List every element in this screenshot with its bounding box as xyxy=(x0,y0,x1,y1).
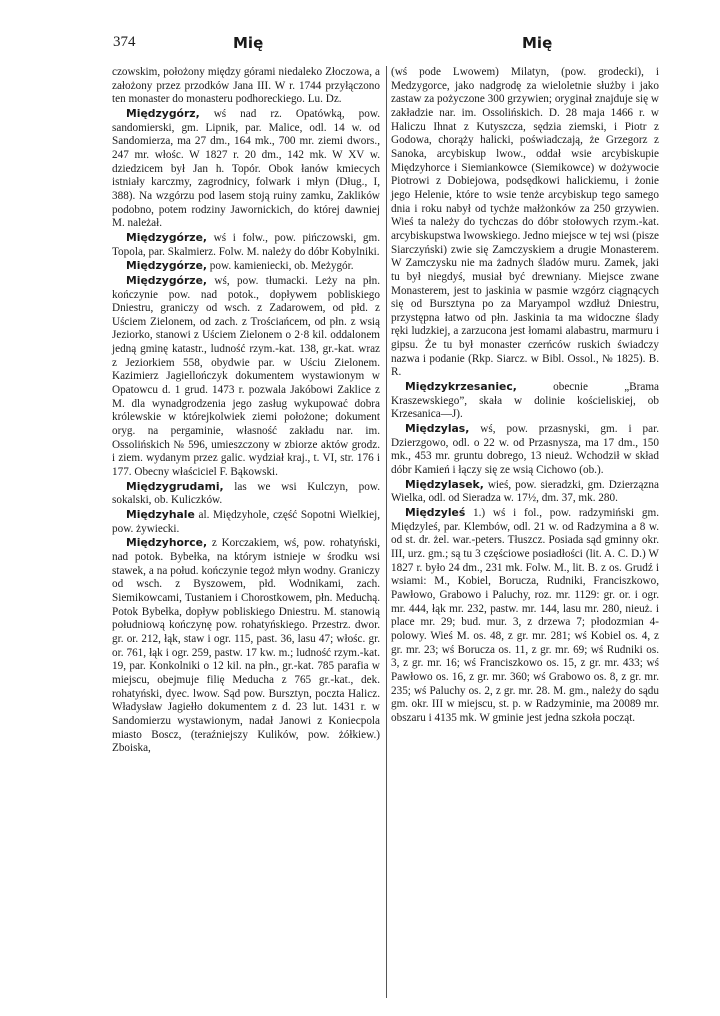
entry-headword: Międzylas, xyxy=(405,422,470,436)
entry-text: (wś pode Lwowem) Milatyn, (pow. grodecki), i Medzygorce, jako nadgrodę za wieloletnie służby i jako zastaw za pożyczone 300 grzywien; oryginał znajduje się w zakładzie nar. im. Ossolińskich. D. 28 maja 1466 r. w Haliczu Ihnat z Kutyszcza, sędzia ziemski, i Piotr z Godowa, chorąży halicki, poświadczają, że Grzegorz z Sanoka, arcybiskup lwow., oddał wsie arcybiskupie Międzyhorce i Siemiankowce (Siemikowce) w dożywocie Piotrowi z Dobiejowa, podsędkowi halickiemu, i żonie jego Helenie, które to wsie tenże arcybiskup tego samego dnia i roku nabył od tychże małżonków za 250 grzywien. Wieś ta należy do tychczas do dóbr stołowych rzym.-kat. arcybiskupstwa lwowskiego. Jedno miejsce w tej wsi (pisze Siarczyński) zwie się Zamczyskiem a drugie Monasterem. W Zamczysku nie ma żadnych śladów muru. Zamek, jaki tu był niegdyś, musiał być drewniany. Miejsce zwane Monasterem, jest to jaskinia w pasmie wzgórz ciągnących się od Bursztyna po za Maryampol wzdłuż Dniestru, przystępna łatwo od płn. Jaskinia ta ma widoczne ślady ręki ludzkiej, a zarzucona jest łomami alabastru, marmuru i gipsu. Że tu był monaster czerńców ruskich świadczy nazwa i podanie (Rkp. Siarcz. w Bibl. Ossol., № 1825). B. R. xyxy=(391,66,659,379)
running-head-left: Mię xyxy=(233,34,264,52)
entry-text: 1.) wś i fol., pow. radzymiński gm. Międzyleś, par. Klembów, odl. 21 w. od Radzymina a 8 w. od st. dr. żel. war.-peters. Tłuszcz. Posiada sąd gminny okr. III, urz. gm.; są tu 3 częściowe posiadłości (lit. A. C. D.) W 1827 r. było 24 dm., 231 mk. Folw. M., lit. B. z os. Grudź i wsiami: M., Kobiel, Borucza, Rudniki, Franciszkowo, Pawłowo, Grabowo i Paluchy, roz. mr. 1129: gr. or. i ogr. mr. 444, łąk mr. 232, pastw. mr. 144, lasu mr. 280, nieuż. i place mr. 29; bud. mur. 3, z drzewa 7; płodozmian 4-polowy. Wieś M. os. 48, z gr. mr. 281; wś Kobiel os. 4, z gr. mr. 23; wś Borucza os. 11, z gr. mr. 69; wś Rudniki os. 3, z gr. mr. 16; wś Franciszkowo os. 15, z gr. mr. 433; wś Pawłowo os. 16, z gr. mr. 360; wś Grabowo os. 8, z gr. mr. 235; wś Paluchy os. 2, z gr. mr. 28. M. gm., należy do sądu gm. okr. III w miejscu, st. p. w Radzyminie, ma 20089 mr. obszaru i 4135 mk. W gminie jest jedna szkoła począt. xyxy=(391,507,659,724)
dictionary-entry xyxy=(112,231,380,259)
dictionary-entry xyxy=(112,480,380,508)
running-head-right: Mię xyxy=(522,34,553,52)
entry-text: wś nad rz. Opatówką, pow. sandomierski, gm. Lipnik, par. Malice, odl. 14 w. od Sandomierza, ma 27 dm., 164 mk., 700 mr. ziemi dwors., 247 mr. włośc. W 1827 r. 20 dm., 142 mk. W XV w. dziedzicem był Jan h. Topór. Obok łanów kmiecych istniały karczmy, zagrodnicy, folwark i młyn (Dług., I, 388). Na wzgórzu pod lasem stoją ruiny zamku, Zaklików podobno, potem rodziny Jawornickich, do której dawniej M. należał. xyxy=(112,107,380,230)
dictionary-entry xyxy=(112,259,380,274)
dictionary-entry xyxy=(112,274,380,480)
entry-headword: Międzygrudami, xyxy=(126,479,224,493)
entry-headword: Międzykrzesaniec, xyxy=(405,380,517,394)
page-header xyxy=(0,34,720,56)
page-number: 374 xyxy=(113,34,136,50)
entry-headword: Międzyhorce, xyxy=(126,536,208,550)
entry-headword: Międzygórze, xyxy=(126,230,207,244)
dictionary-entry xyxy=(391,380,659,422)
continued-paragraph xyxy=(391,66,659,380)
entry-text: wieś, pow. sieradzki, gm. Dzierzązna Wielka, odl. od Sieradza w. 17½, dm. 37, mk. 280. xyxy=(391,478,659,505)
entry-text: z Korczakiem, wś, pow. rohatyński, nad potok. Bybełka, na którym istnieje w środku wsi stawek, a na połud. kończynie tegoż młyn wodny. Graniczy od wsch. z Byszowem, płd. Wodnikami, zach. Siemikowcami, Tustaniem i Chorostkowem, płn. Meduchą. Potok Bybełka, dopływ pobliskiego Dniestru. M. stanowią południową kończynę pow. rohatyńskiego. Przestrz. dwor. gr. or. 212, łąk, staw i ogr. 115, past. 36, lasu 47; włośc. gr. or. 761, łąk i ogr. 259, pastw. 17 kw. m.; ludność rzym.-kat. 19, par. Konkolniki o 12 kil. na płn., gr.-kat. 785 parafia w miejscu, obejmuje filię Meducha z 765 gr.-kat., dek. rohatyński, dyec. lwow. Sąd pow. Bursztyn, poczta Halicz. Władysław Jagiełło dokumentem z d. 23 lut. 1431 r. w Sandomierzu wystawionym, nadał Janowi z Koniecpola miasto Boscz, (teraźniejszy Kulików, pow. żółkiew.) Zboiska, xyxy=(112,537,380,755)
column-divider xyxy=(386,66,387,998)
entry-text: czowskim, położony między górami niedaleko Złoczowa, a założony przez przodków Jana III. W r. 1744 przyłączono ten monaster do monasteru podhoreckiego. Lu. Dz. xyxy=(112,66,380,106)
left-column xyxy=(112,66,380,756)
continued-paragraph xyxy=(112,66,380,107)
entry-headword: Międzygórze, xyxy=(126,273,207,287)
dictionary-entry xyxy=(112,107,380,231)
entry-text: las we wsi Kulczyn, pow. sokalski, ob. Kuliczków. xyxy=(112,480,380,507)
entry-text: wś, pow. przasnyski, gm. i par. Dzierzgowo, odl. o 22 w. od Przasnysza, ma 17 dm., 150 mk., 453 mr. gruntu dobrego, 13 nieuż. Wchodził w skład dóbr Kamień i łączy się ze wsią Cichowo (ob.). xyxy=(391,423,659,477)
entry-text: pow. kamieniecki, ob. Meżygór. xyxy=(207,260,354,273)
entry-headword: Międzygórze, xyxy=(126,259,207,273)
entry-headword: Międzygórz, xyxy=(126,106,200,120)
entry-text: wś, pow. tłumacki. Leży na płn. kończynie pow. nad potok., dopływem pobliskiego Dniestru, graniczy od wsch. z Zadarowem, od płd. z Uściem Zielonem, od zach. z Trościańcem, od płn. z wsią Jeziorko, stanowi z Uściem Zielonem o 2·8 kil. oddalonem jedną gminę katastr., ludność rzym.-kat. 138, gr.-kat. wraz z Jeziorkiem 558, obydwie par. w Uściu Zielonem. Kazimierz Jagiellończyk dokumentem wystawionym w Opatowcu d. 1 grud. 1473 r. pozwala Jakóbowi Zaklice z M. dla wynadgrodzenia jego zasług wykupować dobra królewskie w którejkolwiek ziemi położone; dokument oryg. na pergaminie, własność zakładu nar. im. Ossolińskich № 596, umieszczony w zbiorze aktów grodz. i ziem. wydanym przez galic. wydział kraj., t. VI, str. 176 i 177. Obecny właściciel F. Bąkowski. xyxy=(112,274,380,479)
dictionary-entry xyxy=(391,506,659,726)
entry-text: obecnie „Brama Kraszewskiego”, skała w dolinie kościeliskiej, ob Krzesanica—J). xyxy=(391,381,659,421)
entry-text: al. Międzyhole, część Sopotni Wielkiej, pow. żywiecki. xyxy=(112,509,380,535)
entry-headword: Międzyhale xyxy=(126,508,195,521)
dictionary-entry xyxy=(112,536,380,756)
entry-headword: Międzylasek, xyxy=(405,477,484,491)
entry-text: wś i folw., pow. pińczowski, gm. Topola, par. Skalmierz. Folw. M. należy do dóbr Kobylniki. xyxy=(112,231,380,258)
right-column xyxy=(391,66,659,726)
entry-headword: Międzyleś xyxy=(405,506,466,519)
dictionary-entry xyxy=(391,422,659,478)
dictionary-entry xyxy=(112,508,380,536)
dictionary-entry xyxy=(391,478,659,506)
